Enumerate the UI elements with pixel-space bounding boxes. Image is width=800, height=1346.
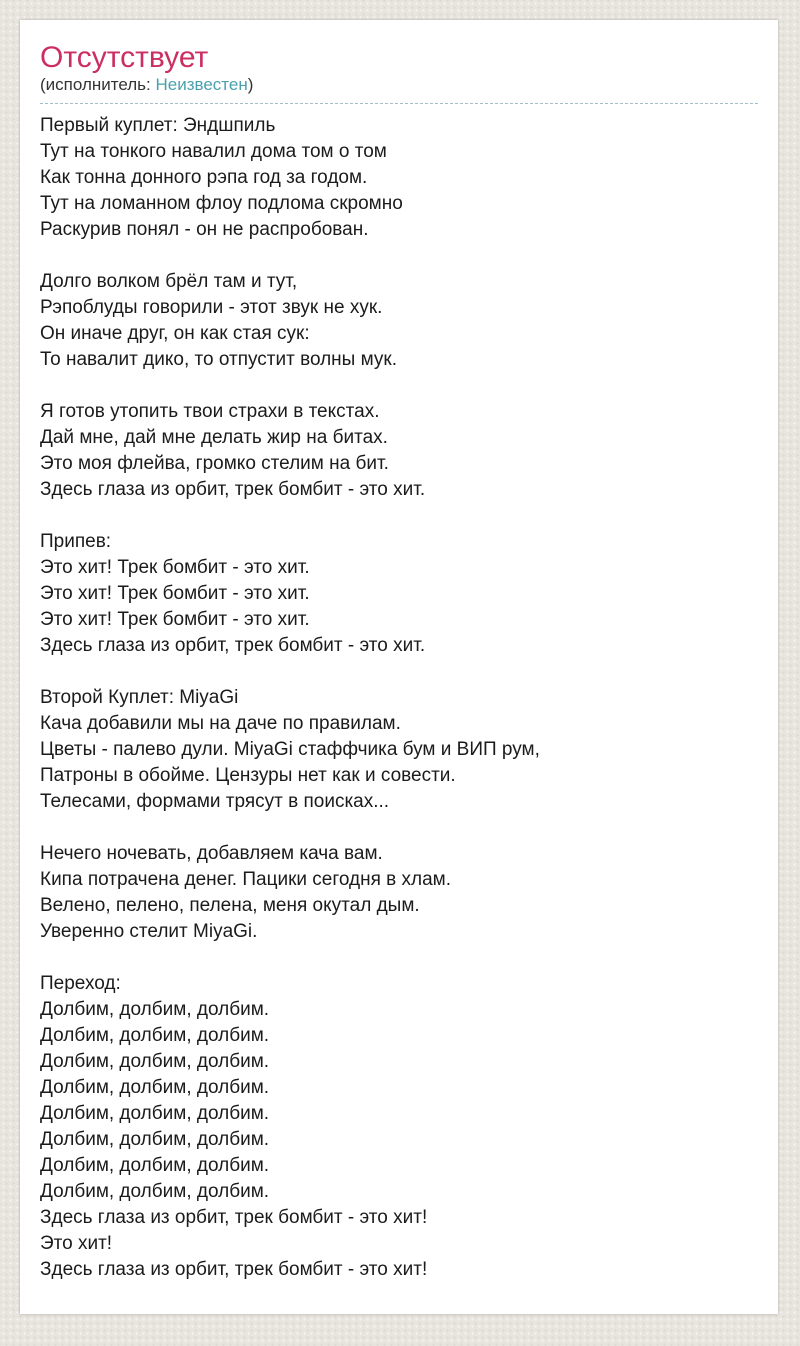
artist-label: (исполнитель:: [40, 75, 156, 94]
lyric-line: Первый куплет: Эндшпиль: [40, 115, 276, 136]
lyric-line: Долбим, долбим, долбим.: [40, 1103, 270, 1124]
lyric-line: Второй Куплет: MiyaGi: [40, 687, 239, 708]
artist-line: [40, 74, 758, 104]
lyric-line: Нечего ночевать, добавляем кача вам.: [40, 843, 383, 864]
stanza: [40, 269, 758, 373]
lyric-line: Дай мне, дай мне делать жир на битах.: [40, 427, 388, 448]
lyric-line: Долбим, долбим, долбим.: [40, 1129, 270, 1150]
lyrics-text: [40, 113, 758, 1283]
stanza: [40, 399, 758, 503]
lyric-line: Кача добавили мы на даче по правилам.: [40, 713, 401, 734]
lyric-line: Патроны в обойме. Цензуры нет как и совести.: [40, 765, 456, 786]
lyric-line: Телесами, формами трясут в поисках...: [40, 791, 390, 812]
lyric-line: Здесь глаза из орбит, трек бомбит - это хит!: [40, 1207, 428, 1228]
lyric-line: Это хит!: [40, 1233, 113, 1254]
artist-link[interactable]: Неизвестен: [155, 75, 248, 94]
lyric-line: Кипа потрачена денег. Пацики сегодня в хлам.: [40, 869, 452, 890]
artist-label-close: ): [247, 75, 254, 94]
lyric-line: Долбим, долбим, долбим.: [40, 1155, 270, 1176]
lyric-line: Здесь глаза из орбит, трек бомбит - это хит.: [40, 479, 426, 500]
stanza: [40, 529, 758, 659]
lyric-line: Переход:: [40, 973, 121, 994]
lyric-line: Рэпоблуды говорили - этот звук не хук.: [40, 297, 383, 318]
lyric-line: Он иначе друг, он как стая сук:: [40, 323, 310, 344]
lyric-line: Здесь глаза из орбит, трек бомбит - это хит!: [40, 1259, 428, 1280]
lyric-line: Это моя флейва, громко стелим на бит.: [40, 453, 389, 474]
lyric-line: Долго волком брёл там и тут,: [40, 271, 298, 292]
lyric-line: Долбим, долбим, долбим.: [40, 1051, 270, 1072]
lyric-line: Раскурив понял - он не распробован.: [40, 219, 369, 240]
lyric-line: Велено, пелено, пелена, меня окутал дым.: [40, 895, 420, 916]
stanza: [40, 841, 758, 945]
song-title: Отсутствует: [40, 41, 209, 74]
lyric-line: Я готов утопить твои страхи в текстах.: [40, 401, 380, 422]
lyric-line: Это хит! Трек бомбит - это хит.: [40, 583, 310, 604]
lyric-line: То навалит дико, то отпустит волны мук.: [40, 349, 397, 370]
lyrics-card: [20, 20, 778, 1314]
lyric-line: Долбим, долбим, долбим.: [40, 1077, 270, 1098]
lyric-line: Тут на тонкого навалил дома том о том: [40, 141, 387, 162]
lyric-line: Уверенно стелит MiyaGi.: [40, 921, 258, 942]
lyric-line: Тут на ломанном флоу подлома скромно: [40, 193, 403, 214]
page-background: [0, 20, 800, 1346]
stanza: [40, 113, 758, 243]
stanza: [40, 971, 758, 1283]
lyric-line: Здесь глаза из орбит, трек бомбит - это хит.: [40, 635, 426, 656]
stanza: [40, 685, 758, 815]
lyric-line: Долбим, долбим, долбим.: [40, 1025, 270, 1046]
lyric-line: Это хит! Трек бомбит - это хит.: [40, 557, 310, 578]
lyric-line: Это хит! Трек бомбит - это хит.: [40, 609, 310, 630]
lyric-line: Долбим, долбим, долбим.: [40, 1181, 270, 1202]
lyric-line: Цветы - палево дули. MiyaGi стаффчика бум и ВИП рум,: [40, 739, 540, 760]
lyric-line: Долбим, долбим, долбим.: [40, 999, 270, 1020]
lyric-line: Припев:: [40, 531, 112, 552]
lyric-line: Как тонна донного рэпа год за годом.: [40, 167, 368, 188]
